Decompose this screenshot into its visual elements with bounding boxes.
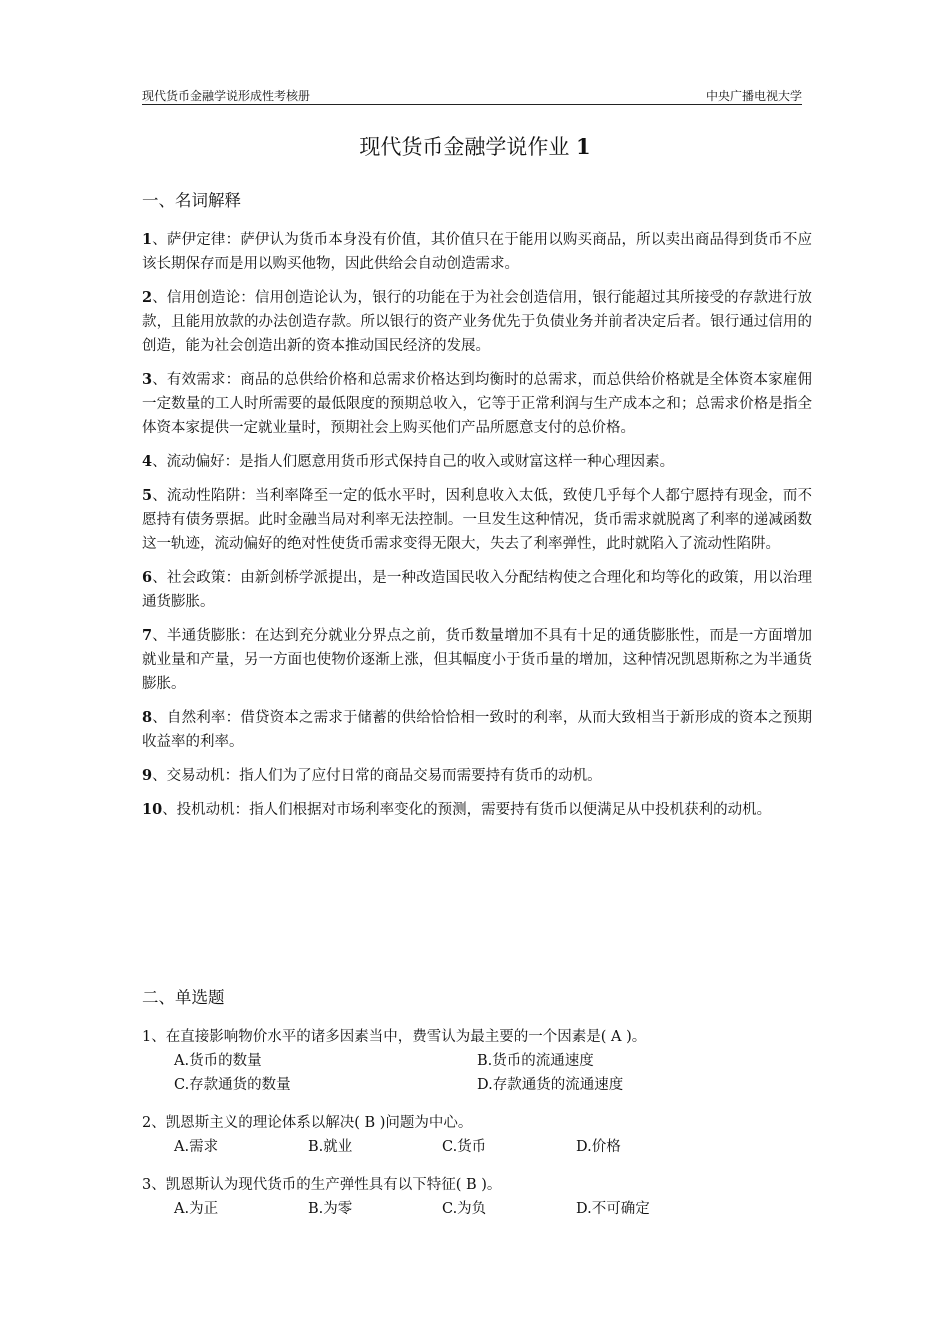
option: C.货币 bbox=[442, 1139, 487, 1155]
definitions-list bbox=[142, 228, 812, 832]
header-right: 中央广播电视大学 bbox=[705, 89, 802, 103]
option: B.货币的流通速度 bbox=[477, 1053, 594, 1069]
option: A.货币的数量 bbox=[174, 1053, 262, 1069]
option: A.需求 bbox=[174, 1139, 219, 1155]
question-options bbox=[142, 1197, 812, 1221]
section-heading-terms: 一、名词解释 bbox=[142, 191, 241, 210]
question-item bbox=[142, 1173, 812, 1221]
option: A.为正 bbox=[174, 1201, 219, 1217]
question-item bbox=[142, 1111, 812, 1159]
question-stem: 2、凯恩斯主义的理论体系以解决( B )问题为中心。 bbox=[142, 1115, 473, 1131]
definition-item: 7、半通货膨胀：在达到充分就业分界点之前，货币数量增加不具有十足的通货膨胀性，而是一方面增加就业量和产量，另一方面也使物价逐渐上涨，但其幅度小于货币量的增加，这种情况凯恩斯称之为半通货膨胀。 bbox=[142, 627, 812, 692]
option: D.价格 bbox=[576, 1139, 621, 1155]
question-item bbox=[142, 1025, 812, 1097]
definition-item: 9、交易动机：指人们为了应付日常的商品交易而需要持有货币的动机。 bbox=[142, 767, 602, 784]
page-title bbox=[0, 132, 950, 162]
option: D.存款通货的流通速度 bbox=[477, 1077, 624, 1093]
question-stem: 1、在直接影响物价水平的诸多因素当中，费雪认为最主要的一个因素是( A )。 bbox=[142, 1029, 647, 1045]
question-stem: 3、凯恩斯认为现代货币的生产弹性具有以下特征( B )。 bbox=[142, 1177, 502, 1193]
question-options bbox=[142, 1135, 812, 1159]
definition-item: 5、流动性陷阱：当利率降至一定的低水平时，因利息收入太低，致使几乎每个人都宁愿持有现金，而不愿持有债务票据。此时金融当局对利率无法控制。一旦发生这种情况，货币需求就脱离了利率的递减函数这一轨迹，流动偏好的绝对性使货币需求变得无限大，失去了利率弹性，此时就陷入了流动性陷阱。 bbox=[142, 487, 812, 552]
definition-item: 8、自然利率：借贷资本之需求于储蓄的供给恰恰相一致时的利率，从而大致相当于新形成的资本之预期收益率的利率。 bbox=[142, 709, 812, 750]
definition-item: 10、投机动机：指人们根据对市场利率变化的预测，需要持有货币以便满足从中投机获利的动机。 bbox=[142, 801, 772, 818]
definition-item: 2、信用创造论：信用创造论认为，银行的功能在于为社会创造信用，银行能超过其所接受的存款进行放款，且能用放款的办法创造存款。所以银行的资产业务优先于负债业务并前者决定后者。银行通过信用的创造，能为社会创造出新的资本推动国民经济的发展。 bbox=[142, 289, 812, 354]
definition-item: 4、流动偏好：是指人们愿意用货币形式保持自己的收入或财富这样一种心理因素。 bbox=[142, 453, 675, 470]
option: C.存款通货的数量 bbox=[174, 1077, 291, 1093]
title-text: 现代货币金融学说作业 bbox=[359, 135, 570, 159]
question-options bbox=[142, 1049, 812, 1097]
title-number: 1 bbox=[576, 134, 591, 159]
option: C.为负 bbox=[442, 1201, 487, 1217]
definition-item: 6、社会政策：由新剑桥学派提出，是一种改造国民收入分配结构使之合理化和均等化的政策，用以治理通货膨胀。 bbox=[142, 569, 812, 610]
header-left: 现代货币金融学说形成性考核册 bbox=[142, 89, 311, 103]
definition-item: 1、萨伊定律：萨伊认为货币本身没有价值，其价值只在于能用以购买商品，所以卖出商品得到货币不应该长期保存而是用以购买他物，因此供给会自动创造需求。 bbox=[142, 231, 812, 272]
definition-item: 3、有效需求：商品的总供给价格和总需求价格达到均衡时的总需求，而总供给价格就是全体资本家雇佣一定数量的工人时所需要的最低限度的预期总收入，它等于正常利润与生产成本之和；总需求价格是指全体资本家提供一定就业量时，预期社会上购买他们产品所愿意支付的总价格。 bbox=[142, 371, 812, 436]
section-heading-single-choice: 二、单选题 bbox=[142, 988, 225, 1007]
running-header bbox=[142, 89, 802, 105]
questions-list bbox=[142, 1025, 812, 1235]
option: D.不可确定 bbox=[576, 1201, 650, 1217]
option: B.就业 bbox=[308, 1139, 353, 1155]
option: B.为零 bbox=[308, 1201, 353, 1217]
